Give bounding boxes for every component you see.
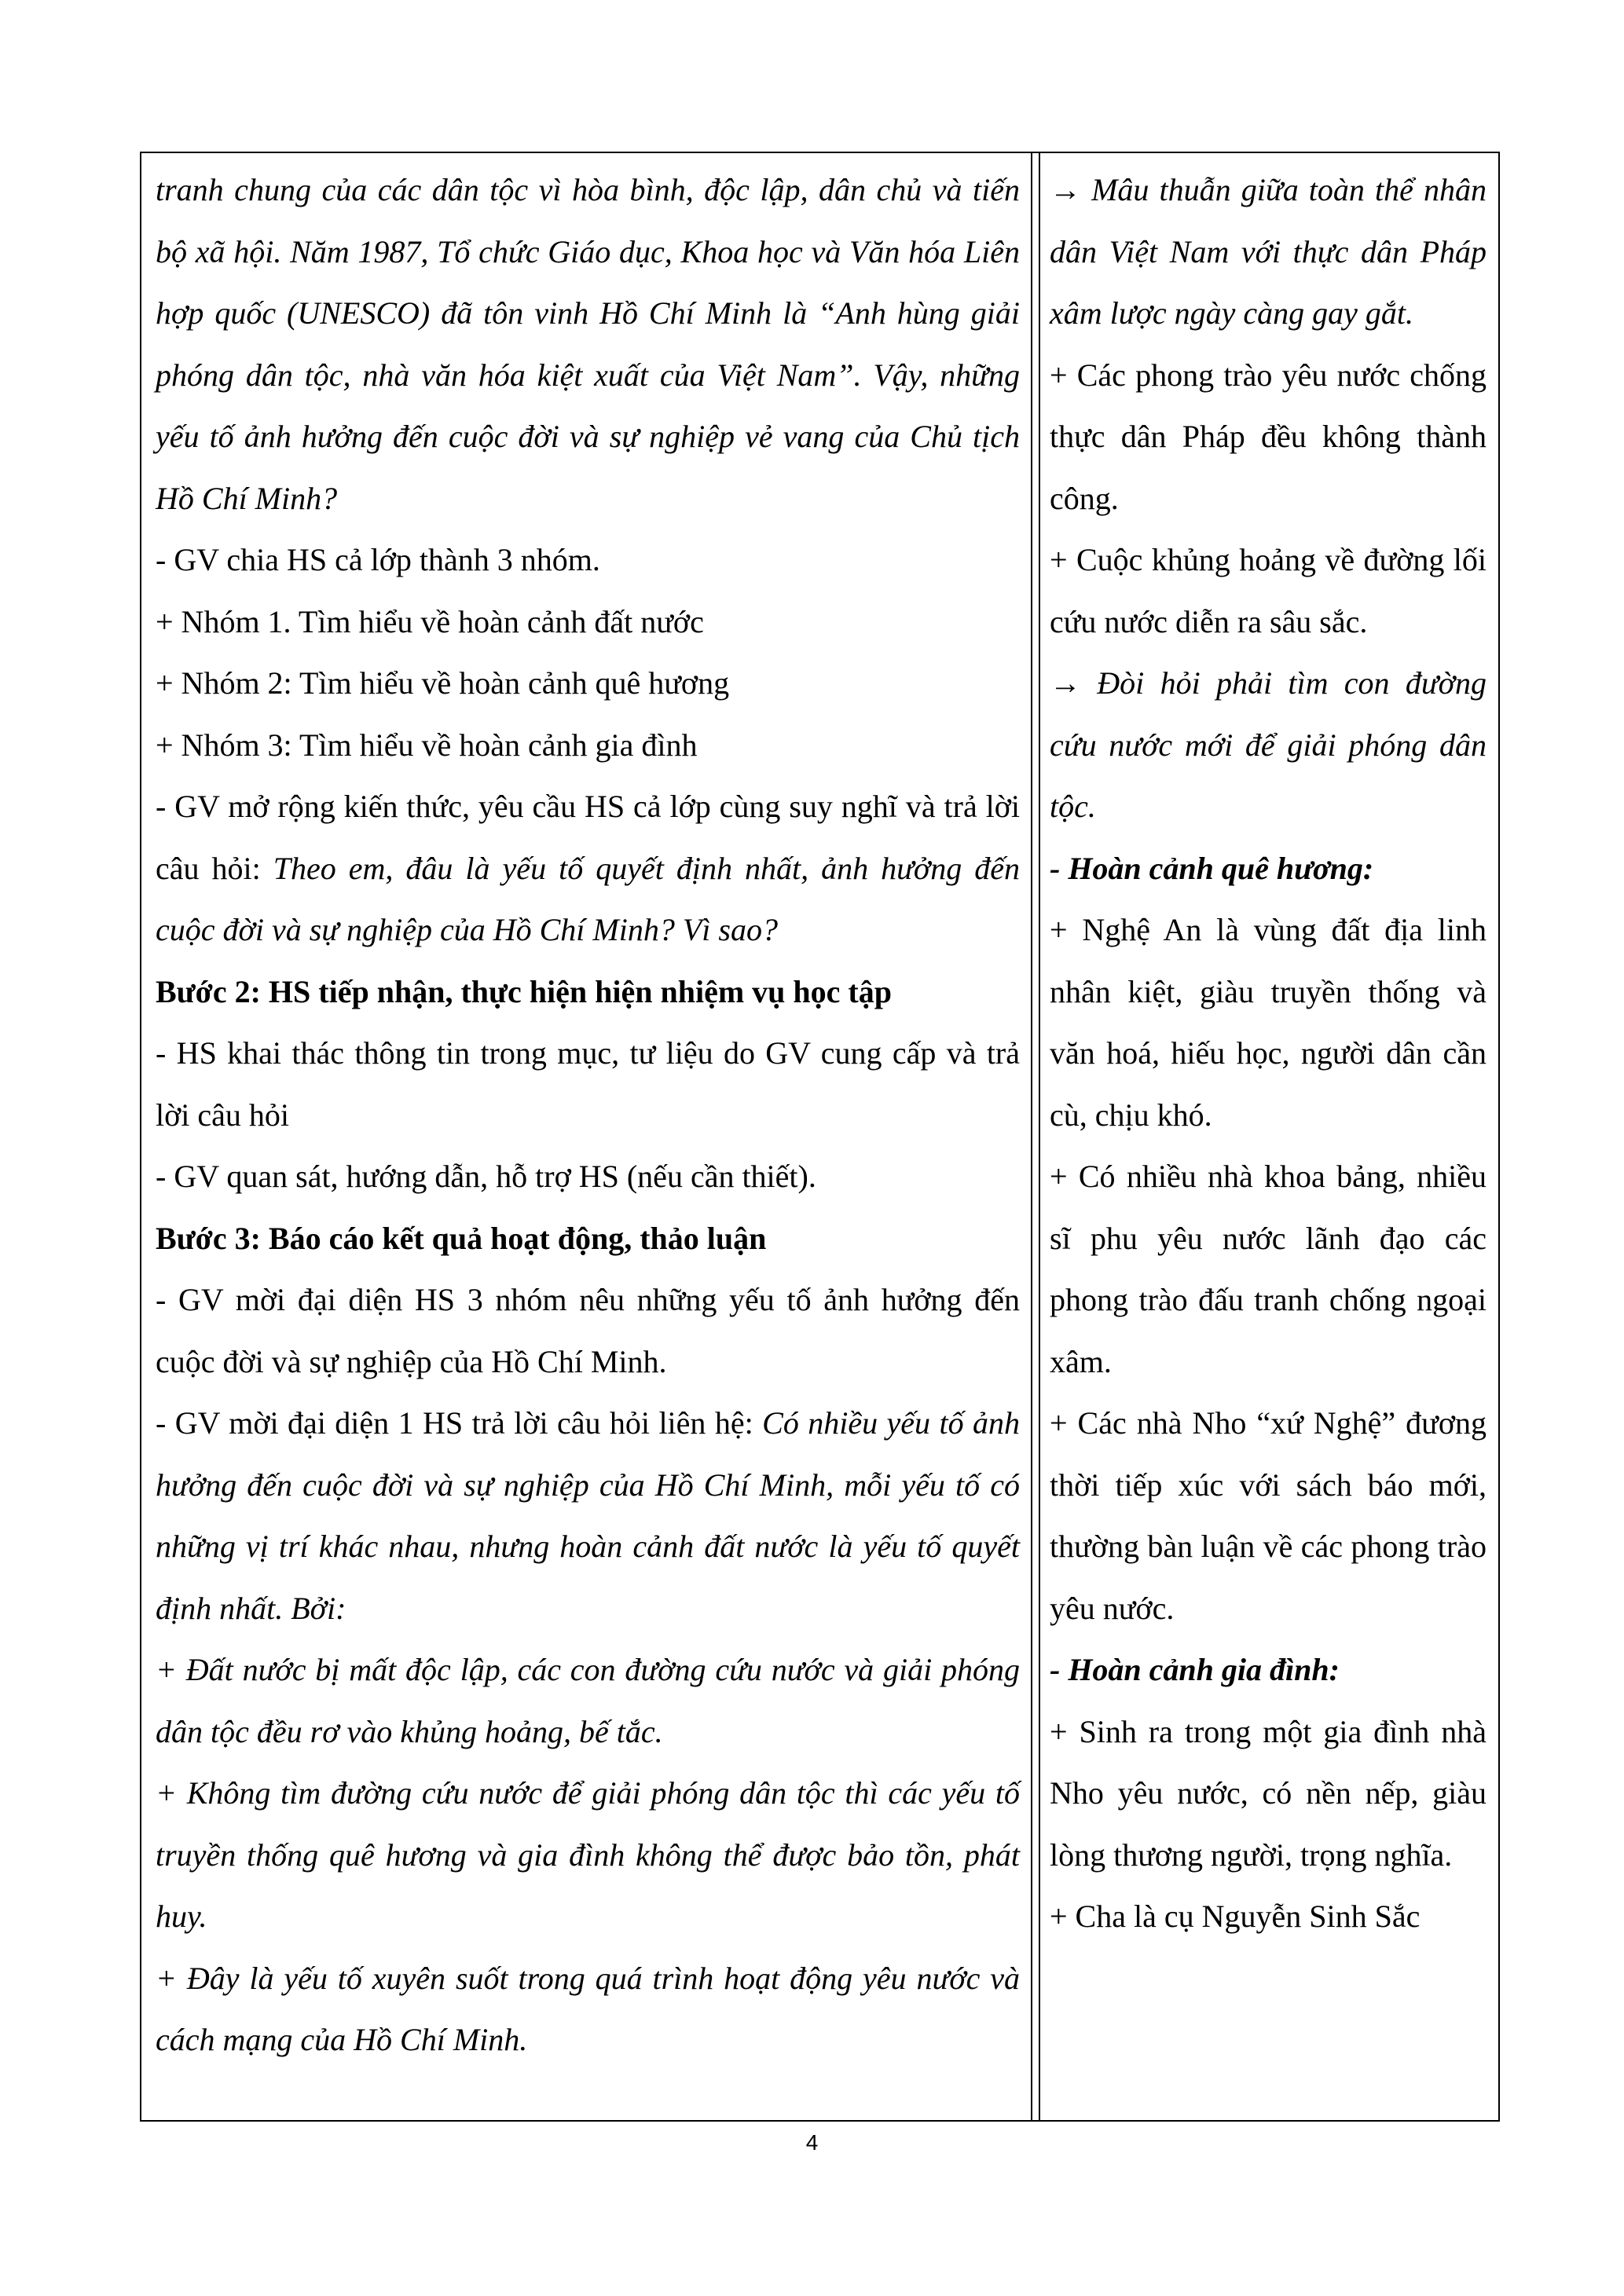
group-2-task: + Nhóm 2: Tìm hiểu về hoàn cảnh quê hương: [156, 665, 730, 701]
homeland-item: + Các nhà Nho “xứ Nghệ” đương thời tiếp xúc với sách báo mới, thường bàn luận về các phong trào yêu nước.: [1050, 1405, 1487, 1626]
family-item: + Sinh ra trong một gia đình nhà Nho yêu nước, có nền nếp, giàu lòng thương người, trọng nghĩa.: [1050, 1713, 1487, 1873]
reason-item: + Đây là yếu tố xuyên suốt trong quá trình hoạt động yêu nước và cách mạng của Hồ Chí Minh.: [156, 1960, 1020, 2057]
homeland-item: + Nghệ An là vùng đất địa linh nhân kiệt, giàu truyền thống và văn hoá, hiếu học, người dân cần cù, chịu khó.: [1050, 912, 1487, 1133]
column-divider: [1039, 153, 1040, 2120]
lesson-table: [140, 152, 1500, 2122]
family-heading: - Hoàn cảnh gia đình:: [1050, 1652, 1340, 1687]
step-3-prefix: - GV mời đại diện 1 HS trả lời câu hỏi liên hệ:: [156, 1405, 763, 1441]
step-3-item: - GV mời đại diện HS 3 nhóm nêu những yếu tố ảnh hưởng đến cuộc đời và sự nghiệp của Hồ Chí Minh.: [156, 1282, 1020, 1379]
content-column: [1050, 153, 1487, 2120]
family-item: + Cha là cụ Nguyễn Sinh Sắc: [1050, 1899, 1421, 1934]
reason-item: + Không tìm đường cứu nước để giải phóng dân tộc thì các yếu tố truyền thống quê hương và gia đình không thể được bảo tồn, phát huy.: [156, 1775, 1020, 1934]
step-2-item: - GV quan sát, hướng dẫn, hỗ trợ HS (nếu cần thiết).: [156, 1159, 816, 1194]
column-divider: [1031, 153, 1032, 2120]
conflict-conclusion: → Mâu thuẫn giữa toàn thể nhân dân Việt Nam với thực dân Pháp xâm lược ngày càng gay gắt.: [1050, 172, 1487, 331]
extend-knowledge: [156, 776, 1020, 961]
divide-groups: - GV chia HS cả lớp thành 3 nhóm.: [156, 542, 600, 577]
step-2-heading: Bước 2: HS tiếp nhận, thực hiện hiện nhiệm vụ học tập: [156, 973, 892, 1009]
step-2-item: - HS khai thác thông tin trong mục, tư liệu do GV cung cấp và trả lời câu hỏi: [156, 1035, 1020, 1133]
step-3-answer: Có nhiều yếu tố ảnh hưởng đến cuộc đời và sự nghiệp của Hồ Chí Minh, mỗi yếu tố có những vị trí khác nhau, nhưng hoàn cảnh đất nước là yếu tố quyết định nhất. Bởi:: [156, 1405, 1020, 1626]
crisis-item: + Cuộc khủng hoảng về đường lối cứu nước diễn ra sâu sắc.: [1050, 542, 1487, 639]
homeland-item: + Có nhiều nhà khoa bảng, nhiều sĩ phu yêu nước lãnh đạo các phong trào đấu tranh chống ngoại xâm.: [1050, 1159, 1487, 1379]
page-number: 4: [805, 2130, 819, 2155]
homeland-heading: - Hoàn cảnh quê hương:: [1050, 850, 1374, 886]
reason-item: + Đất nước bị mất độc lập, các con đường cứu nước và giải phóng dân tộc đều rơ vào khủng hoảng, bế tắc.: [156, 1652, 1020, 1749]
activity-column: [156, 153, 1020, 2120]
step-3-heading: Bước 3: Báo cáo kết quả hoạt động, thảo luận: [156, 1220, 767, 1256]
extend-question: Theo em, đâu là yếu tố quyết định nhất, ảnh hưởng đến cuộc đời và sự nghiệp của Hồ Chí Minh? Vì sao?: [156, 850, 1021, 947]
movements-item: + Các phong trào yêu nước chống thực dân Pháp đều không thành công.: [1050, 357, 1487, 516]
intro-paragraph: tranh chung của các dân tộc vì hòa bình, độc lập, dân chủ và tiến bộ xã hội. Năm 1987, Tổ chức Giáo dục, Khoa học và Văn hóa Liên hợp quốc (UNESCO) đã tôn vinh Hồ Chí Minh là “Anh hùng giải phóng dân tộc, nhà văn hóa kiệt xuất của Việt Nam”. Vậy, những yếu tố ảnh hưởng đến cuộc đời và sự nghiệp vẻ vang của Chủ tịch Hồ Chí Minh?: [156, 172, 1020, 516]
extend-prefix: - GV mở rộng kiến thức, yêu cầu HS cả lớp cùng suy nghĩ và trả lời câu hỏi:: [156, 789, 1020, 886]
step-3-item: [156, 1393, 1020, 1639]
demand-conclusion: → Đòi hỏi phải tìm con đường cứu nước mới để giải phóng dân tộc.: [1050, 665, 1487, 824]
group-1-task: + Nhóm 1. Tìm hiểu về hoàn cảnh đất nước: [156, 603, 704, 639]
group-3-task: + Nhóm 3: Tìm hiểu về hoàn cảnh gia đình: [156, 727, 698, 763]
